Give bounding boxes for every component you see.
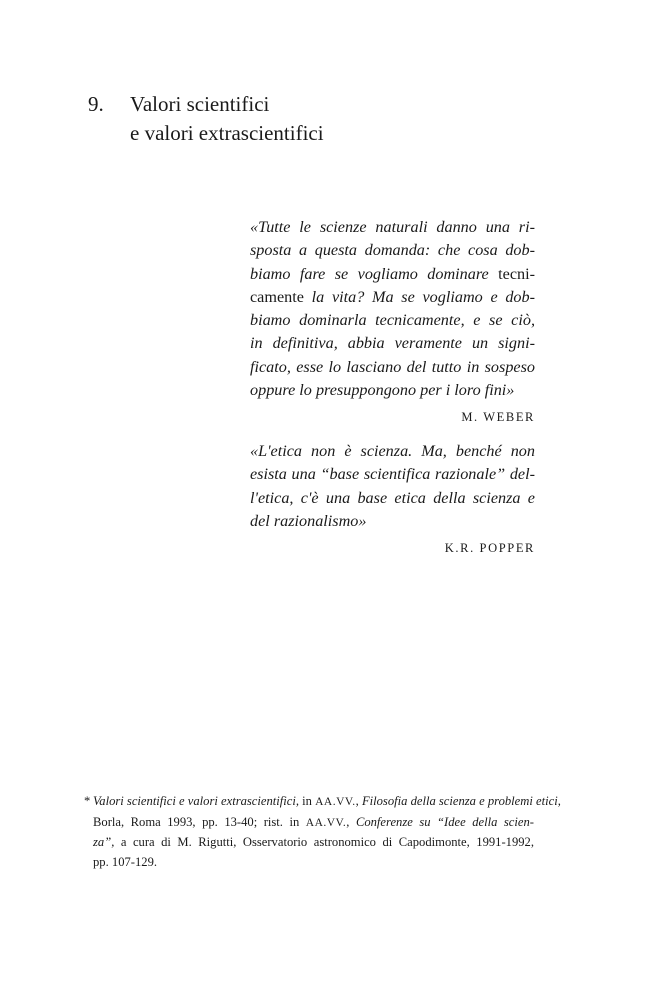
epigraph-author: M. WEBER [461,410,535,425]
epigraph-author: K.R. POPPER [444,541,535,556]
epigraph-line: oppure lo presuppongono per i loro fini» [250,381,515,400]
chapter-title-line: Valori scientifici [130,92,270,116]
footnote-text: , [355,794,359,808]
footnote-text: a cura di M. Rigutti, Osservatorio astronomico di Capodimonte, 1991-1992, [120,835,534,850]
epigraph-segment-upright: camente [250,287,304,306]
epigraph-line: biamo dominarla tecnicamente, e se ciò, [250,311,535,330]
footnote-line [84,813,534,834]
footnote-book-title: Conferenze su “Idee della scien- [355,814,534,829]
footnote-marker: * [84,794,91,808]
epigraph-line: l'etica, c'è una base etica della scienza e [250,488,535,507]
chapter-title [130,90,450,148]
footnote-book-title: Filosofia della scienza e problemi etici, [361,794,561,808]
footnote-line [84,792,561,813]
epigraph-weber [250,216,535,425]
epigraph-line: del razionalismo» [250,511,367,530]
epigraph-line [250,286,535,309]
epigraph-line: «Tutte le scienze naturali danno una ri- [250,218,535,236]
epigraph-line [250,263,535,286]
epigraph-segment-upright: tecni- [498,264,535,283]
epigraph-popper [250,440,535,556]
epigraph-segment: biamo fare se vogliamo dominare [250,264,489,283]
epigraph-line: esista una “base scientifica razionale” del- [250,465,535,484]
footnote-line [84,833,534,853]
footnote-text: in [302,794,312,808]
footnote-book-title: za”, [93,835,115,850]
footnote [84,792,561,872]
footnote-line: pp. 107-129. [93,854,158,869]
epigraph-line: in definitiva, abbia veramente un signi- [250,334,535,353]
epigraph-line: «L'etica non è scienza. Ma, benché non [250,442,535,460]
footnote-text: Borla, Roma 1993, pp. 13-40; rist. in [93,814,300,829]
footnote-aavv: AA.VV. [305,816,347,829]
footnote-text: , [346,814,350,829]
footnote-title: Valori scientifici e valori extrascientifici, [93,794,300,808]
epigraph-segment: la vita? Ma se vogliamo e dob- [311,287,536,306]
epigraph-line: ficato, esse lo lasciano del tutto in sospeso [250,357,535,376]
chapter-number: 9. [88,92,104,116]
chapter-title-line: e valori extrascientifici [130,121,324,145]
footnote-aavv: AA.VV. [315,796,356,808]
epigraph-line: sposta a questa domanda: che cosa dob- [250,241,535,260]
